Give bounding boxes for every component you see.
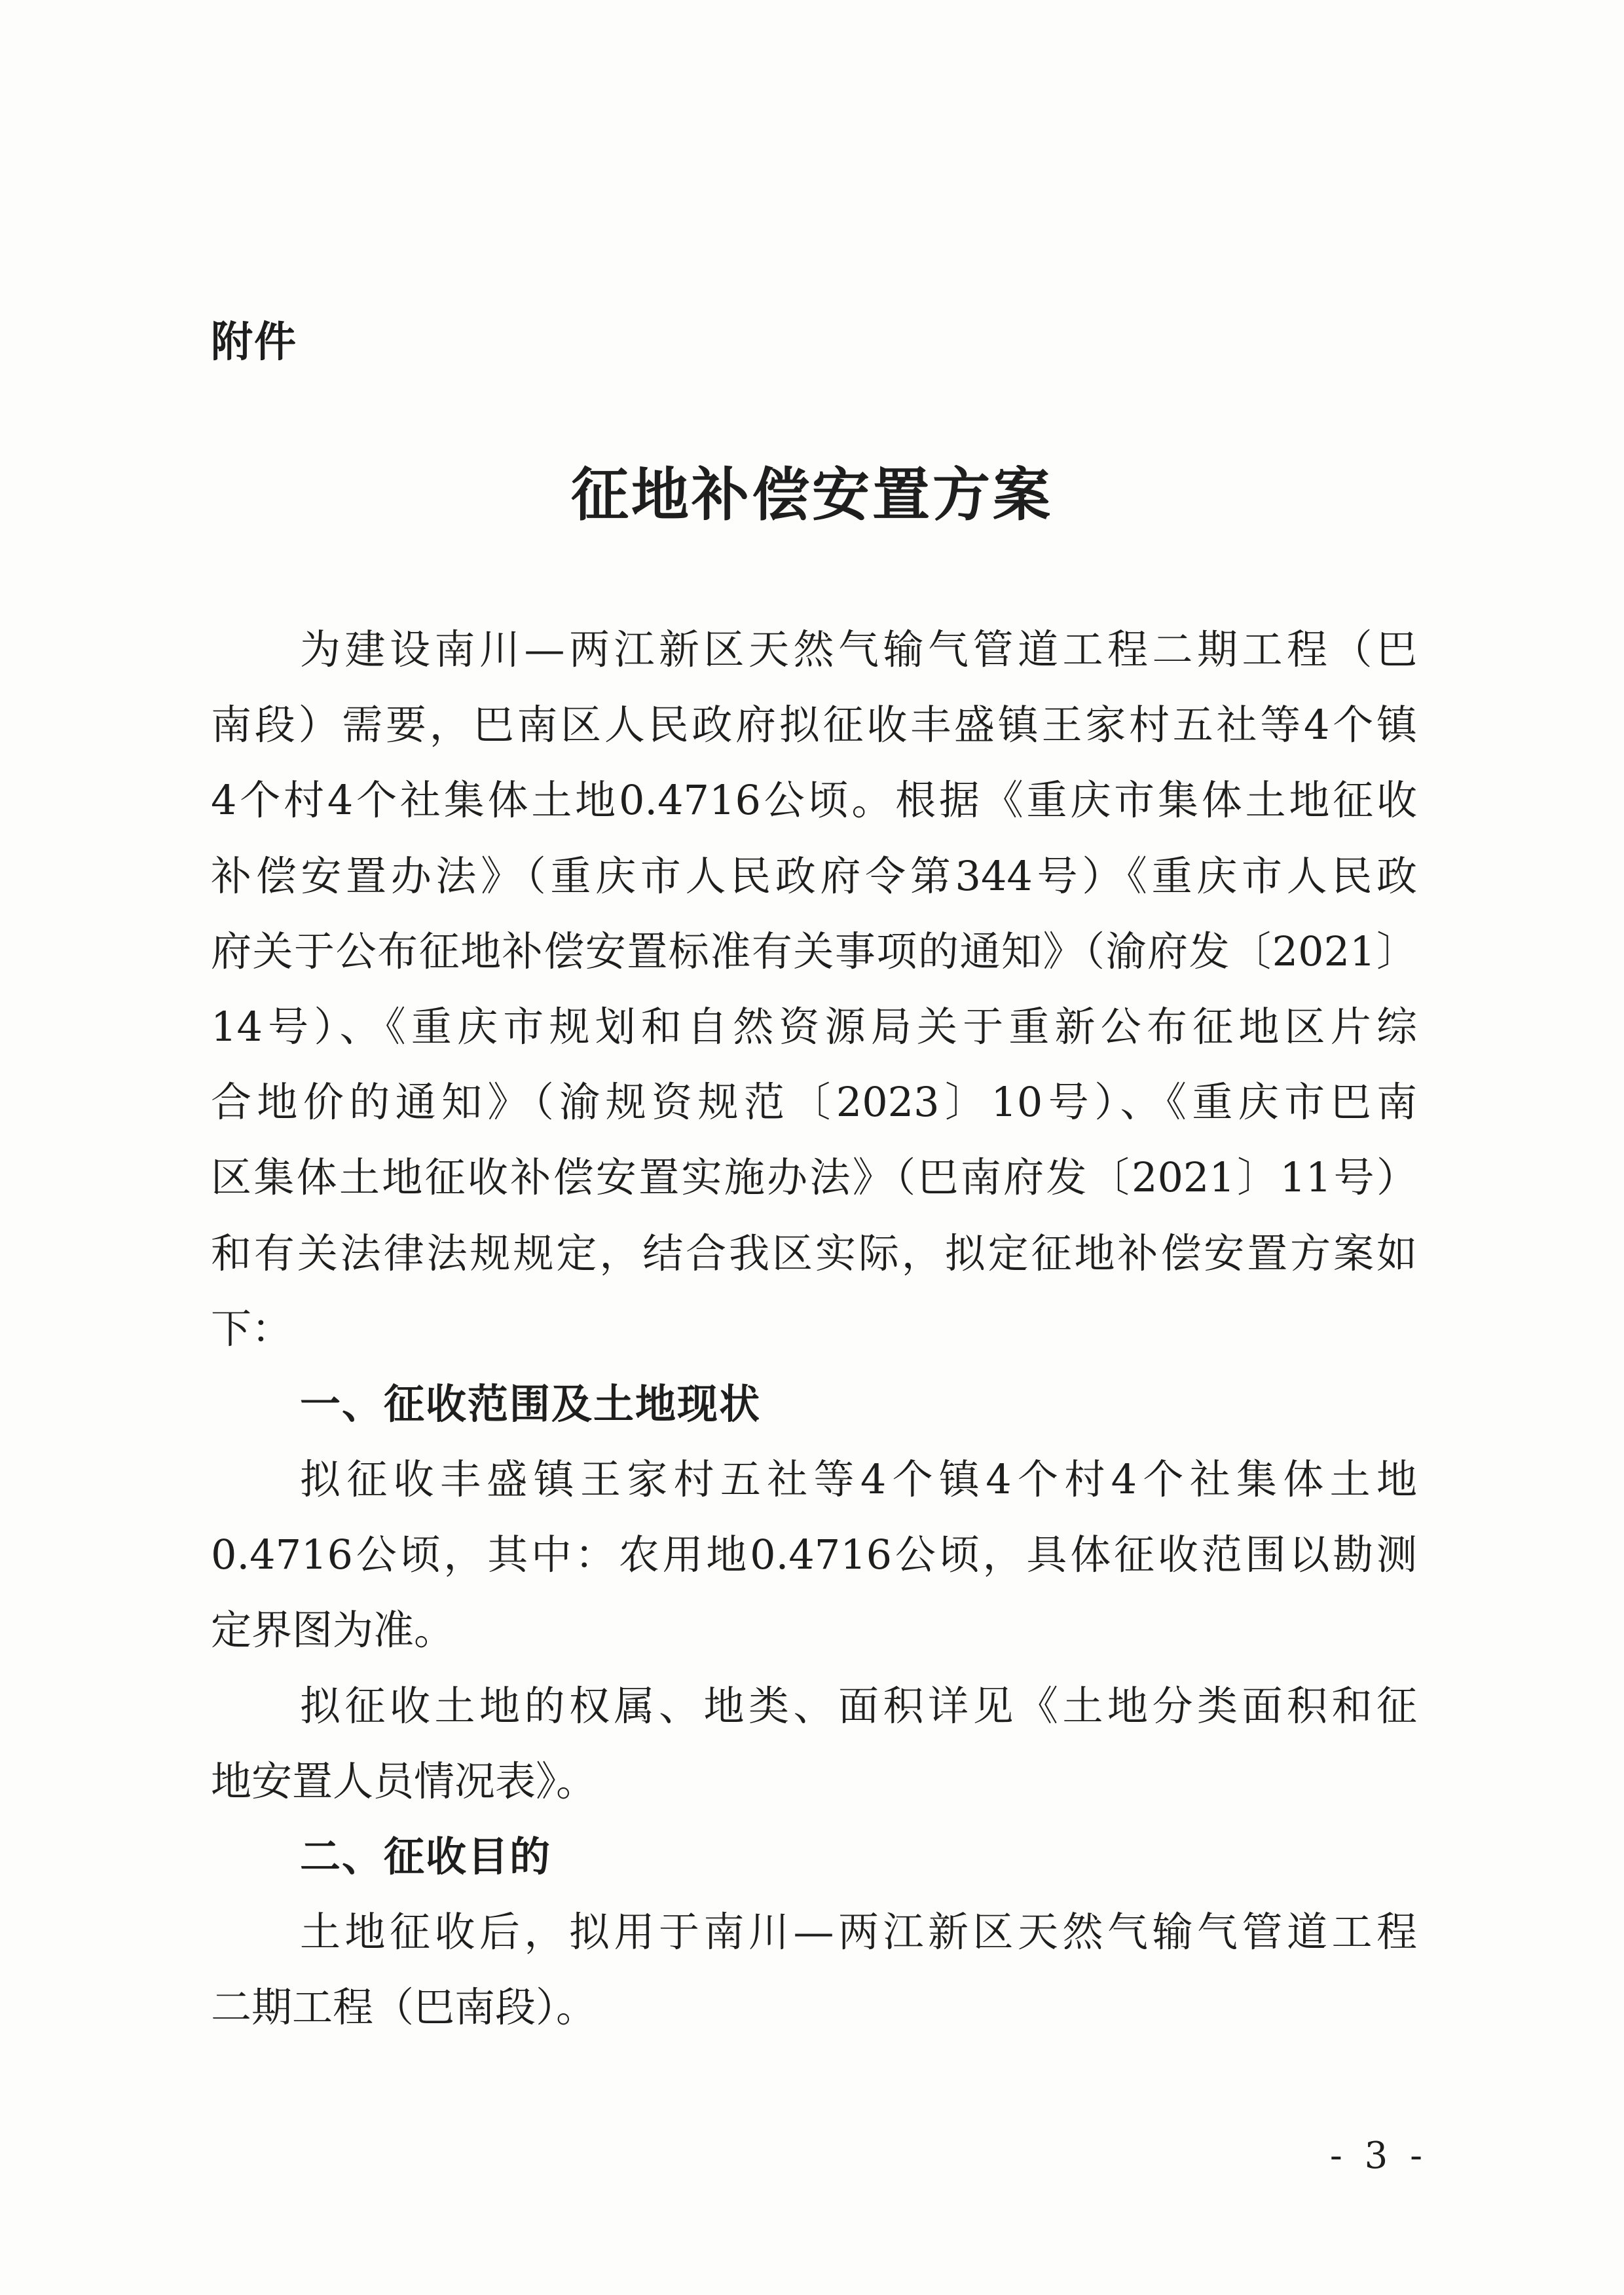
text-line: 区集体土地征收补偿安置实施办法》（巴南府发〔2021〕11号）: [211, 1153, 1417, 1202]
text-line: 补偿安置办法》（重庆市人民政府令第344号）《重庆市人民政: [211, 851, 1417, 900]
page-title: 征地补偿安置方案: [570, 460, 1053, 529]
text-line: 14号）、《重庆市规划和自然资源局关于重新公布征地区片综: [211, 1002, 1417, 1051]
ownership-paragraph: [211, 1668, 1417, 1819]
document-body: [211, 612, 1417, 2045]
text-line: 拟征收丰盛镇王家村五社等4个镇4个村4个社集体土地: [300, 1455, 1417, 1504]
text-line: 土地征收后，拟用于南川—两江新区天然气输气管道工程: [300, 1908, 1417, 1956]
text-line: 为建设南川—两江新区天然气输气管道工程二期工程（巴: [300, 625, 1417, 673]
text-line: 地安置人员情况表》。: [211, 1757, 597, 1805]
intro-paragraph: [211, 612, 1417, 1366]
text-line: 0.4716公顷，其中：农用地0.4716公顷，具体征收范围以勘测: [211, 1531, 1417, 1579]
text-line: 和有关法律法规规定，结合我区实际，拟定征地补偿安置方案如: [211, 1229, 1417, 1277]
text-line: 4个村4个社集体土地0.4716公顷。根据《重庆市集体土地征收: [211, 776, 1417, 825]
purpose-paragraph: [211, 1894, 1417, 2045]
text-line: 拟征收土地的权属、地类、面积详见《土地分类面积和征: [300, 1681, 1417, 1730]
text-line: 南段）需要，巴南区人民政府拟征收丰盛镇王家村五社等4个镇: [211, 701, 1417, 749]
text-line: 合地价的通知》（渝规资规范〔2023〕10号）、《重庆市巴南: [211, 1078, 1417, 1127]
scope-paragraph: [211, 1442, 1417, 1668]
text-line: 定界图为准。: [211, 1606, 455, 1654]
section-heading-scope: 一、征收范围及土地现状: [300, 1379, 762, 1428]
text-line: 府关于公布征地补偿安置标准有关事项的通知》（渝府发〔2021〕: [211, 927, 1417, 975]
section-heading-purpose: 二、征收目的: [300, 1833, 552, 1880]
text-line: 二期工程（巴南段）。: [211, 1983, 597, 2032]
attachment-label: 附件: [211, 318, 297, 367]
page-number: - 3 -: [1329, 2135, 1428, 2177]
text-line: 下：: [211, 1304, 293, 1353]
